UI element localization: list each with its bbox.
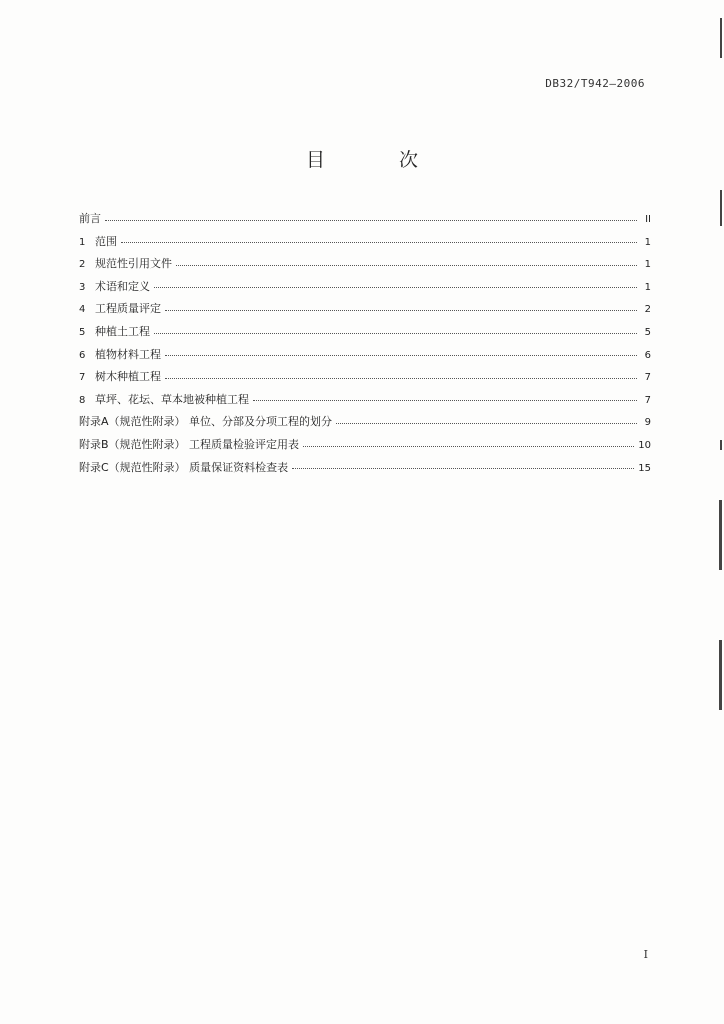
toc-entry-label: 附录C（规范性附录） 质量保证资料检查表 <box>79 460 289 474</box>
table-of-contents <box>79 208 651 479</box>
toc-entry-page: 7 <box>644 394 651 406</box>
toc-leader-dots <box>154 333 637 334</box>
toc-entry-number: 1 <box>79 236 86 248</box>
scan-edge-mark <box>719 500 722 570</box>
page-title: 目 次 <box>305 149 453 171</box>
toc-entry-page: 1 <box>644 236 651 248</box>
toc-leader-dots <box>165 378 637 379</box>
toc-entry-number: 4 <box>79 304 86 316</box>
toc-entry-label: 术语和定义 <box>95 279 150 293</box>
toc-entry-5[interactable] <box>79 321 651 344</box>
toc-leader-dots <box>154 287 637 288</box>
scan-edge-mark <box>720 18 722 58</box>
toc-entry-label: 前言 <box>79 212 101 225</box>
standard-code: DB32/T942—2006 <box>545 77 645 90</box>
toc-entry-page: 2 <box>644 304 651 316</box>
toc-entry-number: 5 <box>79 326 86 338</box>
toc-entry-label: 植物材料工程 <box>95 347 161 361</box>
toc-entry-page: 9 <box>644 417 651 429</box>
toc-entry-8[interactable] <box>79 389 651 412</box>
toc-leader-dots <box>303 446 634 447</box>
toc-entry-foreword[interactable] <box>79 208 651 231</box>
toc-entry-4[interactable] <box>79 298 651 321</box>
toc-entry-page: 6 <box>644 349 651 361</box>
toc-entry-number: 6 <box>79 349 86 361</box>
toc-entry-label: 种植土工程 <box>95 324 150 338</box>
toc-entry-label: 附录A（规范性附录） 单位、分部及分项工程的划分 <box>79 415 333 429</box>
page-number: I <box>643 948 648 961</box>
toc-entry-label: 规范性引用文件 <box>95 257 172 271</box>
toc-leader-dots <box>121 242 637 243</box>
toc-entry-2[interactable] <box>79 253 651 276</box>
toc-entry-label: 草坪、花坛、草本地被种植工程 <box>95 392 249 406</box>
toc-entry-page: 15 <box>638 462 651 474</box>
scan-edge-mark <box>720 440 722 450</box>
toc-entry-number: 2 <box>79 259 86 271</box>
toc-entry-page: 7 <box>644 372 651 384</box>
toc-leader-dots <box>253 400 637 401</box>
toc-entry-appendix-c[interactable] <box>79 457 651 480</box>
toc-leader-dots <box>292 468 634 469</box>
toc-entry-number: 7 <box>79 372 86 384</box>
toc-entry-6[interactable] <box>79 344 651 367</box>
toc-leader-dots <box>165 310 637 311</box>
toc-entry-number: 8 <box>79 394 86 406</box>
toc-entry-appendix-a[interactable] <box>79 411 651 434</box>
toc-entry-page: 5 <box>644 326 651 338</box>
toc-entry-label: 树木种植工程 <box>95 370 161 384</box>
scan-edge-mark <box>720 190 722 226</box>
toc-entry-appendix-b[interactable] <box>79 434 651 457</box>
toc-entry-3[interactable] <box>79 276 651 299</box>
toc-entry-label: 范围 <box>95 234 117 248</box>
toc-entry-1[interactable] <box>79 231 651 254</box>
toc-leader-dots <box>165 355 637 356</box>
toc-leader-dots <box>105 220 637 221</box>
toc-entry-7[interactable] <box>79 366 651 389</box>
toc-leader-dots <box>176 265 637 266</box>
scan-edge-mark <box>719 640 722 710</box>
toc-leader-dots <box>336 423 637 424</box>
toc-entry-label: 附录B（规范性附录） 工程质量检验评定用表 <box>79 437 300 451</box>
toc-entry-page: 1 <box>644 259 651 271</box>
toc-entry-number: 3 <box>79 281 86 293</box>
toc-entry-label: 工程质量评定 <box>95 302 161 316</box>
toc-entry-page: II <box>645 214 651 225</box>
toc-entry-page: 10 <box>638 439 651 451</box>
toc-entry-page: 1 <box>644 281 651 293</box>
